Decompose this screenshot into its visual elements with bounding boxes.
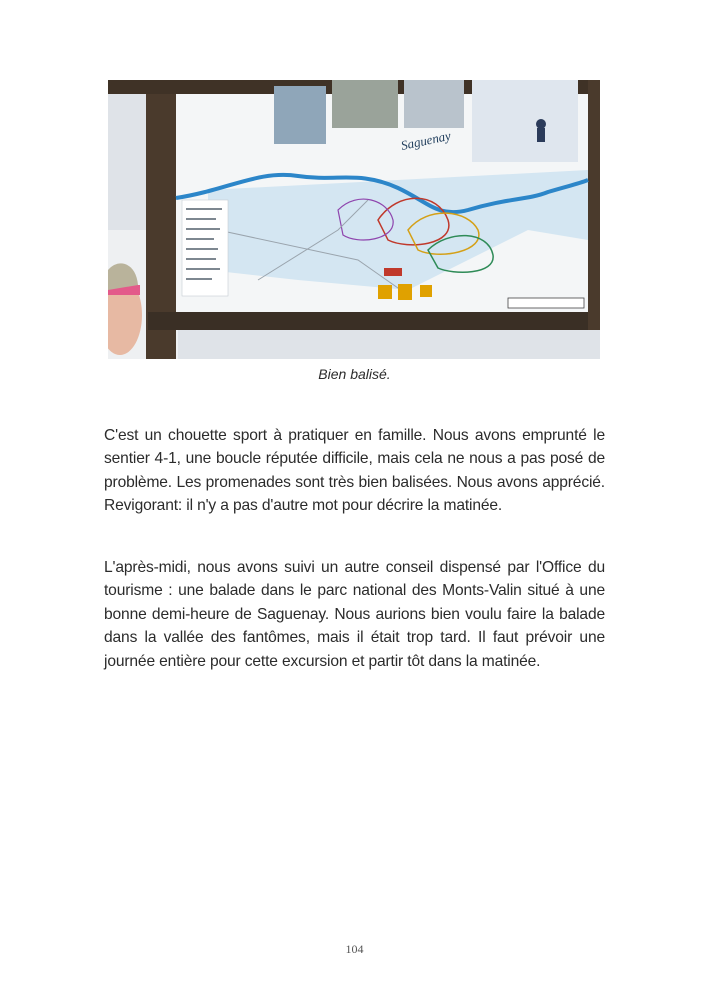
trail-map-illustration bbox=[108, 80, 600, 359]
page-number: 104 bbox=[345, 942, 364, 956]
body-paragraph-1: C'est un chouette sport à pratiquer en famille. Nous avons emprunté le sentier 4-1, une boucle réputée difficile, mais cela ne nous a pas posé de problème. Les promenades sont très bien balisées. Nous avons apprécié. Revigorant: il n'y a pas d'autre mot pour décrire la matinée. bbox=[104, 427, 605, 515]
trail-map-photo bbox=[108, 80, 600, 359]
map-place-label: Saguenay bbox=[399, 127, 453, 153]
figure-caption: Bien balisé. bbox=[318, 366, 391, 382]
body-paragraph-2: L'après-midi, nous avons suivi un autre conseil dispensé par l'Office du tourisme : une balade dans le parc national des Monts-Valin situé à une bonne demi-heure de Saguenay. Nous aurions bien voulu faire la balade dans la vallée des fantômes, mais il était trop tard. Il faut prévoir une journée entière pour cette excursion et partir tôt dans la matinée. bbox=[104, 559, 605, 670]
